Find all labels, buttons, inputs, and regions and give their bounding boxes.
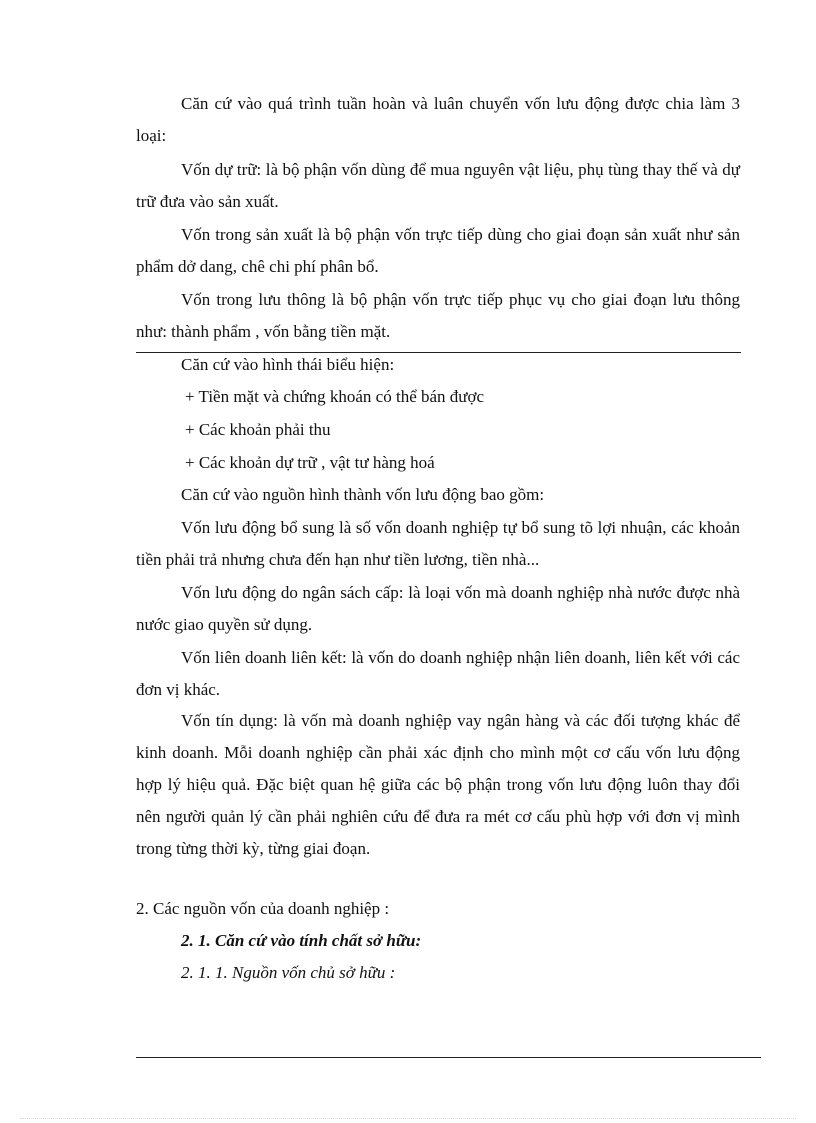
footer-rule [136,1057,761,1058]
paragraph-production-capital: Vốn trong sản xuất là bộ phận vốn trực tiếp dùng cho giai đoạn sản xuất như sản phẩm dở dang, chê chi phí phân bổ. [136,225,740,276]
list-item: + Các khoản phải thu [185,420,331,439]
paragraph-reserve-capital: Vốn dự trữ: là bộ phận vốn dùng để mua nguyên vật liệu, phụ tùng thay thế và dự trữ đưa vào sản xuất. [136,160,740,211]
paragraph-circulation-capital: Vốn trong lưu thông là bộ phận vốn trực tiếp phục vụ cho giai đoạn lưu thông như: thành phẩm , vốn bằng tiền mặt. [136,290,740,341]
section-heading: 2. Các nguồn vốn của doanh nghiệp : [136,899,390,918]
paragraph-budget-capital: Vốn lưu động do ngân sách cấp: là loại vốn mà doanh nghiệp nhà nước được nhà nước giao quyền sử dụng. [136,583,740,634]
paragraph-capital-sources: Căn cứ vào nguồn hình thành vốn lưu động bao gồm: [181,485,545,504]
paragraph-credit-capital: Vốn tín dụng: là vốn mà doanh nghiệp vay ngân hàng và các đối tượng khác để kinh doanh. Mỗi doanh nghiệp cần phải xác định cho mình một cơ cấu vốn lưu động hợp lý hiệu quả. Đặc biệt quan hệ giữa các bộ phận trong vốn lưu động luôn thay đổi nên người quản lý cần phải nghiên cứu để đưa ra mét cơ cấu phù hợp với đơn vị mình trong từng thời kỳ, từng giai đoạn. [136,711,740,858]
page-edge-dots [20,1118,796,1119]
paragraph-joint-venture-capital: Vốn liên doanh liên kết: là vốn do doanh nghiệp nhận liên doanh, liên kết với các đơn vị khác. [136,648,740,699]
subsubsection-heading: 2. 1. 1. Nguồn vốn chủ sở hữu : [181,963,396,982]
list-item: + Tiền mặt và chứng khoán có thể bán được [185,387,485,406]
paragraph-supplementary-capital: Vốn lưu động bổ sung là số vốn doanh nghiệp tự bổ sung tõ lợi nhuận, các khoản tiền phải trả nhưng chưa đến hạn như tiền lương, tiền nhà... [136,518,740,569]
list-item: + Các khoản dự trữ , vật tư hàng hoá [185,453,435,472]
subsection-heading: 2. 1. Căn cứ vào tính chất sở hữu: [181,931,422,950]
paragraph-working-capital-circulation: Căn cứ vào quá trình tuần hoàn và luân chuyển vốn lưu động được chia làm 3 loại: [136,94,740,145]
paragraph-form-of-expression: Căn cứ vào hình thái biểu hiện: [181,355,395,374]
